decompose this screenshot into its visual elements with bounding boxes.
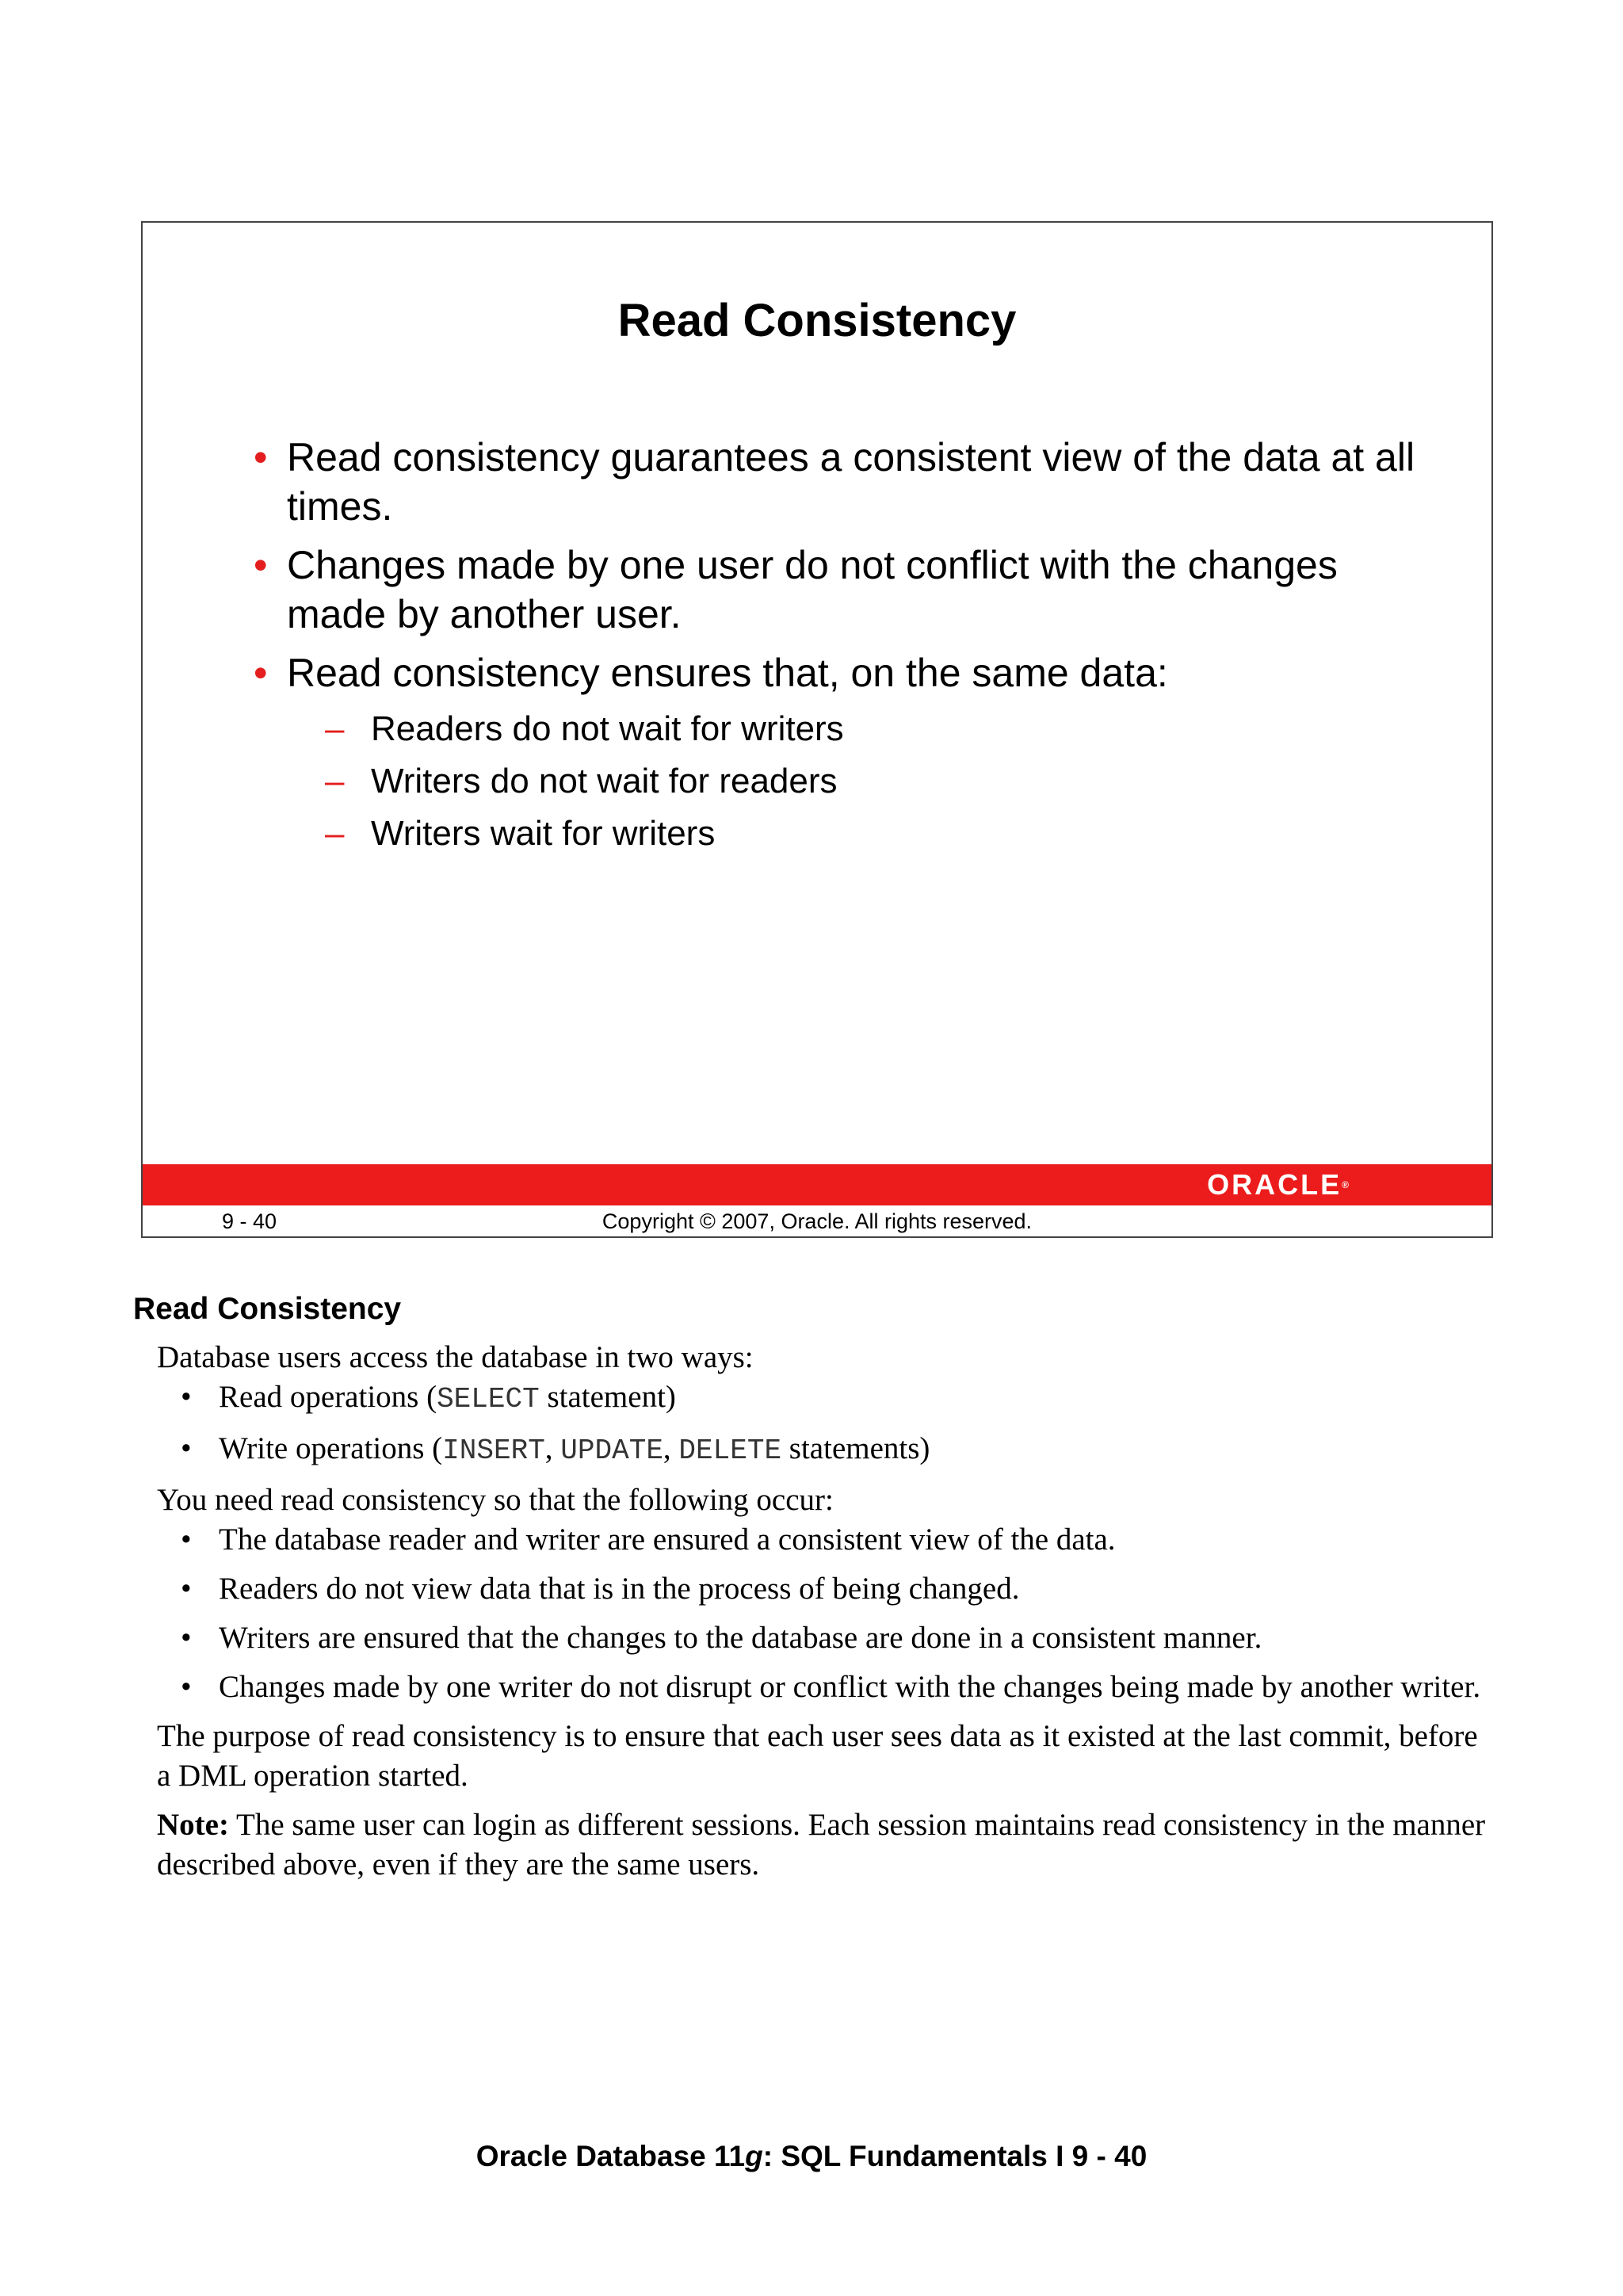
separator: , [544,1431,561,1465]
dash-icon: – [325,709,345,748]
slide-number: 9 - 40 [222,1209,277,1233]
list-item [157,1520,1488,1560]
notes-intro: Database users access the database in two ways: [157,1340,754,1374]
separator: , [663,1431,679,1465]
slide-subbullet-text: Readers do not wait for writers [371,709,844,748]
bullet-icon: • [181,1670,192,1704]
list-item-text: Writers are ensured that the changes to the database are done in a consistent manner. [219,1621,1262,1655]
list-item [157,1618,1488,1658]
bullet-icon: • [254,651,268,695]
page-footer [0,2140,1623,2173]
list-item [157,1569,1488,1609]
slide-bullet [254,648,1426,697]
list-item [157,1377,1488,1419]
code-insert: INSERT [442,1435,545,1467]
slide-bullet [254,541,1426,639]
list-item [157,1429,1488,1471]
read-op-text-end: statement) [539,1380,676,1414]
bullet-icon: • [254,435,268,479]
slide-copyright: Copyright © 2007, Oracle. All rights reserved. [601,1209,1033,1233]
registered-mark: ® [1342,1179,1349,1190]
bullet-icon: • [181,1380,192,1414]
list-item-text: Readers do not view data that is in the process of being changed. [219,1572,1020,1606]
dash-icon: – [325,762,345,800]
bullet-icon: • [181,1621,192,1655]
write-op-text-end: statements) [781,1431,930,1465]
oracle-logo-text: ORACLE [1207,1168,1342,1201]
bullet-icon: • [181,1522,192,1557]
need-intro: You need read consistency so that the following occur: [157,1483,834,1517]
notes-body [157,1338,1488,1894]
code-delete: DELETE [678,1435,782,1467]
note-label: Note: [157,1808,229,1842]
slide-bullet-text: Changes made by one user do not conflict with the changes made by another user. [287,543,1338,636]
need-list [157,1480,1488,1707]
write-op-text: Write operations ( [219,1431,443,1465]
slide-subbullet-text: Writers wait for writers [371,814,716,853]
slide-red-band [143,1164,1491,1205]
slide-bullet-text: Read consistency guarantees a consistent view of the data at all times. [287,435,1415,529]
access-ways [157,1338,1488,1471]
purpose-paragraph: The purpose of read consistency is to ensure that each user sees data as it existed at the last commit, before a DML operation started. [157,1719,1478,1793]
slide-bullet [254,433,1426,531]
notes-heading: Read Consistency [133,1292,402,1326]
footer-italic: g [745,2140,763,2172]
list-item-text: Changes made by one writer do not disrupt or conflict with the changes being made by another writer. [219,1670,1481,1704]
slide-subbullet [254,812,1426,856]
read-op-text: Read operations ( [219,1380,437,1414]
code-update: UPDATE [560,1435,663,1467]
slide-subbullet [254,759,1426,804]
slide-bullet-list [254,433,1426,856]
slide-bullet-text: Read consistency ensures that, on the same data: [287,651,1168,695]
slide-subbullet [254,707,1426,751]
list-item-text: The database reader and writer are ensured a consistent view of the data. [219,1522,1116,1557]
bullet-icon: • [181,1431,192,1465]
bullet-icon: • [254,543,268,587]
dash-icon: – [325,814,345,853]
footer-text: Oracle Database 11 [475,2140,746,2172]
slide-frame [141,221,1493,1238]
oracle-logo [1207,1169,1349,1201]
slide-subbullet-text: Writers do not wait for readers [371,762,838,800]
note-text: The same user can login as different sessions. Each session maintains read consistency in the manner described above, even if they are the same users. [157,1808,1486,1881]
footer-text-end: : SQL Fundamentals I 9 - 40 [762,2140,1148,2172]
code-select: SELECT [437,1383,540,1415]
note-paragraph [157,1805,1488,1885]
slide-title: Read Consistency [617,295,1017,346]
bullet-icon: • [181,1572,192,1606]
list-item [157,1668,1488,1707]
slide-footer [143,1205,1491,1238]
